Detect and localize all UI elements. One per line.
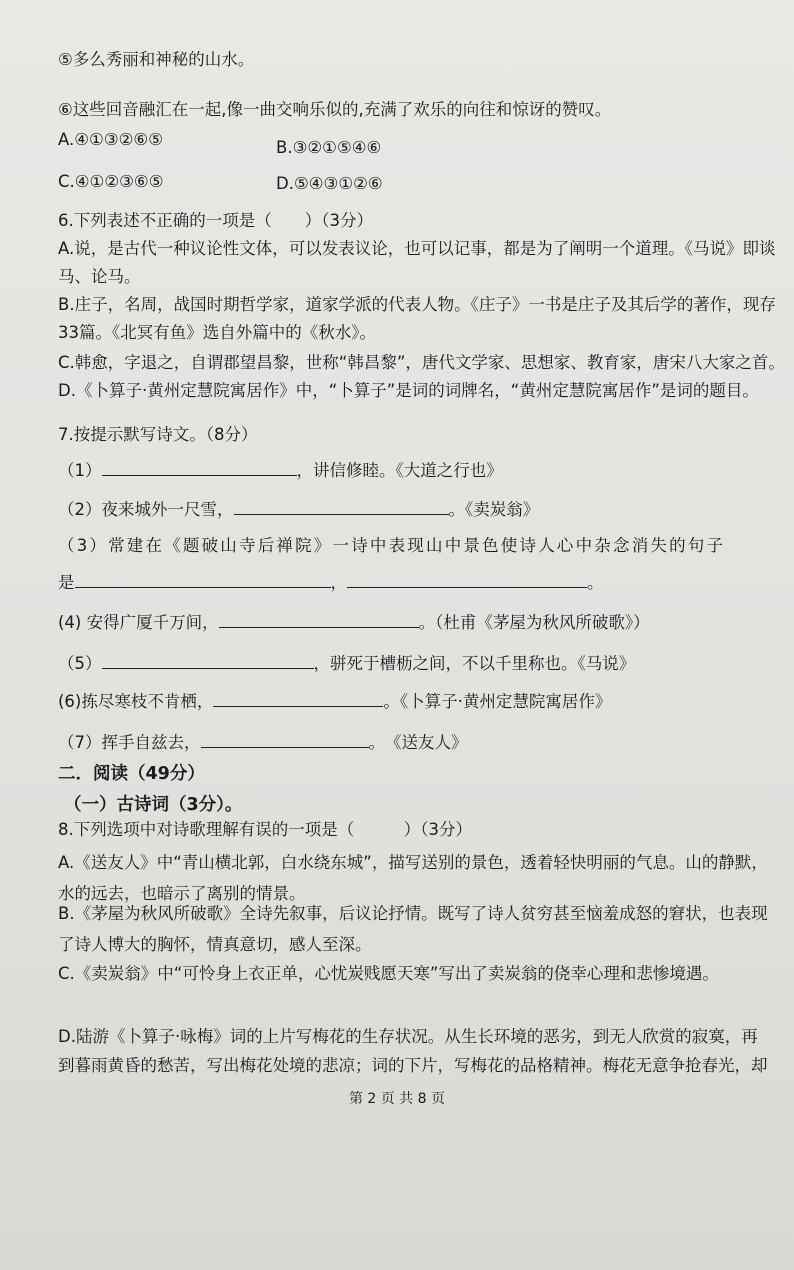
question-8: 8.下列选项中对诗歌理解有误的一项是（ ）（3分） xyxy=(58,820,472,839)
fill-6-suffix: 。《卜算子·黄州定慧院寓居作》 xyxy=(383,692,612,711)
question-6: 6.下列表述不正确的一项是（ ）（3分） xyxy=(58,211,373,230)
option-a: A.④①③②⑥⑤ xyxy=(58,130,163,149)
q6-option-b-line2: 33篇。《北冥有鱼》选自外篇中的《秋水》。 xyxy=(58,323,376,342)
fill-2-prefix: （2）夜来城外一尺雪， xyxy=(58,500,234,519)
q8-option-d-line2: 到暮雨黄昏的愁苦，写出梅花处境的悲凉；词的下片，写梅花的品格精神。梅花无意争抢春光，却 xyxy=(58,1056,768,1075)
q8-option-a-line2: 水的远去，也暗示了离别的情景。 xyxy=(58,884,306,903)
answer-blank[interactable] xyxy=(201,747,369,748)
option-d: D.⑤④③①②⑥ xyxy=(276,174,383,193)
question-7: 7.按提示默写诗文。（8分） xyxy=(58,425,258,444)
fill-4-suffix: 。（杜甫《茅屋为秋风所破歌》） xyxy=(418,613,650,632)
q8-option-c: C.《卖炭翁》中“可怜身上衣正单，心忧炭贱愿天寒”写出了卖炭翁的侥幸心理和悲惨境遇。 xyxy=(58,964,719,983)
q6-option-a-line1: A.说，是古代一种议论性文体，可以发表议论，也可以记事，都是为了阐明一个道理。《马说》即谈 xyxy=(58,239,776,258)
answer-blank[interactable] xyxy=(219,627,419,628)
fill-6 xyxy=(58,688,780,712)
q6-option-d: D.《卜算子·黄州定慧院寓居作》中，“卜算子”是词的词牌名，“黄州定慧院寓居作”是词的题目。 xyxy=(58,381,759,400)
fill-3-prefix: 是 xyxy=(58,573,75,592)
answer-blank[interactable] xyxy=(102,668,314,669)
q6-option-b-line1: B.庄子，名周，战国时期哲学家，道家学派的代表人物。《庄子》一书是庄子及其后学的著作，现存 xyxy=(58,295,776,314)
answer-blank[interactable] xyxy=(347,587,587,588)
fill-2-suffix: 。《卖炭翁》 xyxy=(448,500,540,519)
fill-5-prefix: （5） xyxy=(58,654,102,673)
section-2-title: 二．阅读（49分） xyxy=(58,764,205,784)
fill-6-prefix: (6)拣尽寒枝不肯栖， xyxy=(58,692,214,711)
answer-blank[interactable] xyxy=(234,514,449,515)
fill-1 xyxy=(58,457,780,481)
q8-option-d-line1: D.陆游《卜算子·咏梅》词的上片写梅花的生存状况。从生长环境的恶劣，到无人欣赏的寂寞，再 xyxy=(58,1027,758,1046)
fill-3 xyxy=(58,569,780,593)
fill-3-period: 。 xyxy=(587,573,604,592)
fill-3-prompt: （3）常建在《题破山寺后禅院》一诗中表现山中景色使诗人心中杂念消失的句子 xyxy=(58,536,726,555)
fill-2 xyxy=(58,496,780,520)
fill-4-prefix: (4) 安得广厦千万间， xyxy=(58,613,219,632)
option-c: C.④①②③⑥⑤ xyxy=(58,172,164,191)
answer-blank[interactable] xyxy=(75,587,331,588)
q8-option-b-line2: 了诗人博大的胸怀，情真意切，感人至深。 xyxy=(58,935,372,954)
q6-option-a-line2: 马、论马。 xyxy=(58,267,141,286)
q8-option-b-line1: B.《茅屋为秋风所破歌》全诗先叙事，后议论抒情。既写了诗人贫穷甚至恼羞成怒的窘状，也表现 xyxy=(58,904,768,923)
fill-7 xyxy=(58,729,780,753)
q8-option-a-line1: A.《送友人》中“青山横北郭，白水绕东城”，描写送别的景色，透着轻快明丽的气息。山的静默， xyxy=(58,853,768,872)
fill-4 xyxy=(58,609,780,633)
sentence-5: ⑤多么秀丽和神秘的山水。 xyxy=(58,50,255,69)
q6-option-c: C.韩愈，字退之，自谓郡望昌黎，世称“韩昌黎”，唐代文学家、思想家、教育家，唐宋八大家之首。 xyxy=(58,353,785,372)
page-footer: 第 2 页 共 8 页 xyxy=(348,1091,446,1107)
answer-blank[interactable] xyxy=(213,706,383,707)
option-b: B.③②①⑤④⑥ xyxy=(276,138,382,157)
fill-5 xyxy=(58,650,780,674)
fill-1-prefix: （1） xyxy=(58,461,102,480)
fill-1-suffix: ，讲信修睦。《大道之行也》 xyxy=(296,461,503,480)
fill-5-suffix: ，骈死于槽枥之间，不以千里称也。《马说》 xyxy=(313,654,636,673)
fill-7-suffix: 。 《送友人》 xyxy=(368,733,468,752)
fill-3-comma: ， xyxy=(330,573,347,592)
sentence-6: ⑥这些回音融汇在一起,像一曲交响乐似的,充满了欢乐的向往和惊讶的赞叹。 xyxy=(58,100,612,119)
answer-blank[interactable] xyxy=(102,475,297,476)
fill-7-prefix: （7）挥手自兹去， xyxy=(58,733,201,752)
subsection-1-title: （一）古诗词（3分）。 xyxy=(64,795,243,815)
